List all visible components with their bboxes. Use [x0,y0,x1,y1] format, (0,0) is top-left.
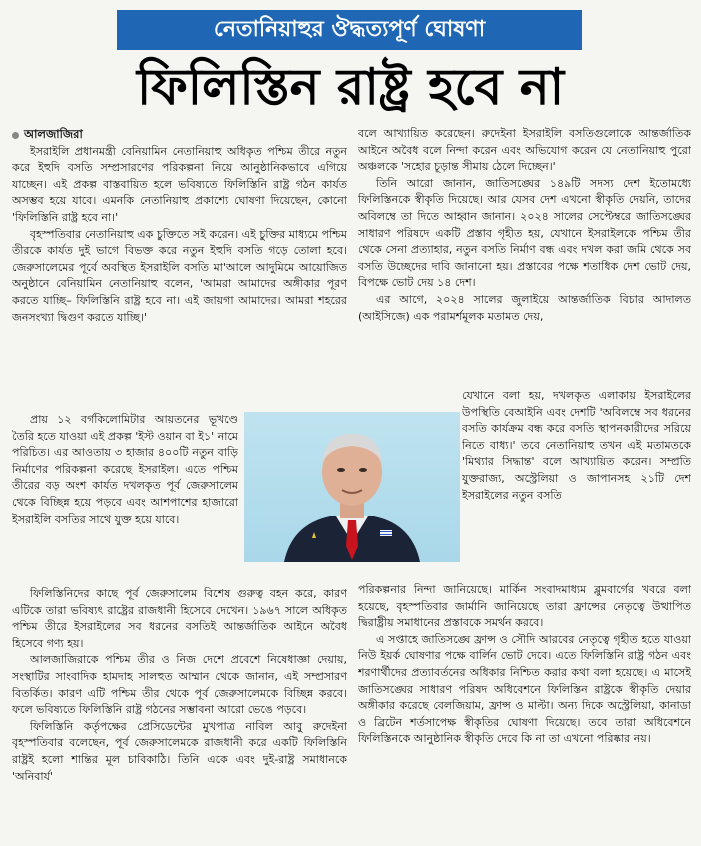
right-mid-column [462,388,691,582]
paragraph: যেখানে বলা হয়, দখলকৃত এলাকায় ইসরাইলের উপস্থিতি বেআইনি এবং দেশটি 'অবিলম্বে সব ধরনের বসতি কার্যক্রম বন্ধ করে বসতি স্থাপনকারীদের সরিয়ে নিতে বাধ্য।' তবে নেতানিয়াহু তখন এই মতামতকে 'মিথ্যার সিদ্ধান্ত' বলে আখ্যায়িত করেন। সম্প্রতি যুক্তরাজ্য, অস্ট্রেলিয়া ও জাপানসহ ২১টি দেশ ইসরাইলের নতুন বসতি [462,389,691,502]
byline: আলজাজিরা [24,127,83,141]
paragraph: আলজাজিরাকে পশ্চিম তীর ও নিজ দেশে প্রবেশে নিষেধাজ্ঞা দেয়ায়, সংস্থাটির সাংবাদিক হামদাহ সালহুত আম্মান থেকে জানান, এই সম্প্রসারণ বিতর্কিত। কারণ এটি পশ্চিম তীর থেকে পূর্ব জেরুসালেমকে বিচ্ছিন্ন করবে। ফলে ভবিষ্যতে ফিলিস্তিনি রাষ্ট্র গঠনের সম্ভাবনা আরো ভেঙে পড়বে। [12,653,347,717]
paragraph: বলে আখ্যায়িত করেছেন। রুদেইনা ইসরাইলি বসতিগুলোকে আন্তর্জাতিক আইনে অবৈধ বলে নিন্দা করেন এবং অভিযোগ করেন যে নেতানিয়াহু পুরো অঞ্চলকে 'সহোর চূড়ান্ত সীমায় ঠেলে দিচ্ছেন।' [358,127,691,174]
paragraph: পরিকল্পনার নিন্দা জানিয়েছে। মার্কিন সংবাদমাধ্যম ব্লুমবার্গের খবরে বলা হয়েছে, বৃহস্পতিবার জার্মানি জানিয়েছে তারা ফ্রান্সের নেতৃত্বে উত্থাপিত দ্বিরাষ্ট্রীয় সমাধানের প্রস্তাবকে সমর্থন করবে। [358,583,691,630]
right-column [358,126,691,388]
paragraph: বৃহস্পতিবার নেতানিয়াহু এক চুক্তিতে সই করেন। এই চুক্তির মাধ্যমে পশ্চিম তীরকে কার্যত দুই ভাগে বিভক্ত করে নতুন ইহুদি বসতি গড়ে তোলা হবে। জেরুসালেমের পূর্বে অবস্থিত ইসরাইলি বসতি মা'আলে আদুমিমে আয়োজিত অনুষ্ঠানে বেনিয়ামিন নেতানিয়াহু বলেন, 'আমরা আমাদের অঙ্গীকার পূরণ করতে যাচ্ছি– ফিলিস্তিনি রাষ্ট্র হবে না। এই জায়গা আমাদের। আমরা শহরের জনসংখ্যা দ্বিগুণ করতে যাচ্ছি।' [12,227,347,324]
left-bottom-column [12,586,347,836]
byline-line [12,126,347,144]
paragraph: ইসরাইলি প্রধানমন্ত্রী বেনিয়ামিন নেতানিয়াহু অধিকৃত পশ্চিম তীরে নতুন করে ইহুদি বসতি সম্প্রসারণের পরিকল্পনা নিয়ে আনুষ্ঠানিকভাবে এগিয়ে যাচ্ছেন। এই প্রকল্প বাস্তবায়িত হলে ভবিষ্যতে ফিলিস্তিনি রাষ্ট্র গঠন কার্যত অসম্ভব হয়ে যাবে। এমনকি নেতানিয়াহু প্রকাশ্যে ঘোষণা দিয়েছেন, কোনো 'ফিলিস্তিনি রাষ্ট্র হবে না।' [12,144,347,224]
left-column [12,126,347,412]
person-photo-icon [244,412,460,562]
paragraph: এ সপ্তাহে জাতিসঙ্ঘে ফ্রান্স ও সৌদি আরবের নেতৃত্বে গৃহীত হতে যাওয়া নিউ ইয়র্ক ঘোষণার পক্ষে বার্লিন ভোট দেবে। এতে ফিলিস্তিনি রাষ্ট্র গঠন এবং শরণার্থীদের প্রত্যাবর্তনের অধিকার নিশ্চিত করার কথা বলা হয়েছে। এ মাসেই জাতিসঙ্ঘের সাধারণ পরিষদ অধিবেশনে ফিলিস্তিন রাষ্ট্রকে স্বীকৃতি দেয়ার অঙ্গীকার করেছে বেলজিয়াম, ফ্রান্স ও মাল্টা। অন্য দিকে অস্ট্রেলিয়া, কানাডা ও ব্রিটেন শর্তসাপেক্ষ স্বীকৃতির ঘোষণা দিয়েছে। তবে তারা অধিবেশনে ফিলিস্তিনকে আনুষ্ঠানিক স্বীকৃতি দেবে কি না তা এখনো পরিষ্কার নয়। [358,632,691,746]
right-bottom-column [358,582,691,836]
paragraph: ফিলিস্তিনি কর্তৃপক্ষের প্রেসিডেন্টের মুখপাত্র নাবিল আবু রুদেইনা বৃহস্পতিবার বলেছেন, পূর্ব জেরুসালেমকে রাজধানী করে একটি ফিলিস্তিনি রাষ্ট্রই হলো শান্তির মূল চাবিকাঠি। তিনি একে এবং দুই-রাষ্ট্র সমাধানকে 'অনিবার্য' [12,719,347,783]
netanyahu-photo [244,412,460,562]
lower-left-column [12,412,238,586]
kicker-banner: নেতানিয়াহুর ঔদ্ধত্যপূর্ণ ঘোষণা [117,10,582,50]
paragraph: প্রায় ১২ বর্গকিলোমিটার আয়তনের ভূখণ্ডে তৈরি হতে যাওয়া এই প্রকল্প 'ইস্ট ওয়ান বা ই১' নামে পরিচিত। এর আওতায় ৩ হাজার ৪০০টি নতুন বাড়ি নির্মাণের পরিকল্পনা করেছে ইসরাইল। এতে পশ্চিম তীরের বড় অংশ কার্যত দখলকৃত পূর্ব জেরুসালেম থেকে বিচ্ছিন্ন হয়ে পড়বে এবং আশপাশের হাজারো ইসরাইলি বসতির সাথে যুক্ত হয়ে যাবে। [12,413,238,526]
paragraph: তিনি আরো জানান, জাতিসঙ্ঘের ১৪৯টি সদস্য দেশ ইতোমধ্যে ফিলিস্তিনকে স্বীকৃতি দিয়েছে। আর যেসব দেশ এখনো স্বীকৃতি দেয়নি, তাদের অবিলম্বে তা দিতে আহ্বান জানান। ২০২৪ সালের সেপ্টেম্বরে জাতিসঙ্ঘের সাধারণ পরিষদে একটি প্রস্তাব গৃহীত হয়, যেখানে ইসরাইলকে পশ্চিম তীর থেকে সেনা প্রত্যাহার, নতুন বসতি নির্মাণ বন্ধ এবং দখল করা জমি থেকে সব বসতি উচ্ছেদের দাবি জানানো হয়। প্রস্তাবের পক্ষে শতাধিক দেশ ভোট দেয়, বিপক্ষে ভোট দেয় ১৪ দেশ। [358,176,691,290]
bullet-icon [12,132,19,139]
paragraph: ফিলিস্তিনিদের কাছে পূর্ব জেরুসালেম বিশেষ গুরুত্ব বহন করে, কারণ এটিকে তারা ভবিষ্যৎ রাষ্ট্রের রাজধানী হিসেবে দেখেন। ১৯৬৭ সালে অধিকৃত পশ্চিম তীরে ইসরাইলের সব ধরনের বসতিই আন্তর্জাতিক আইনে অবৈধ হিসেবে গণ্য হয়। [12,587,347,650]
paragraph: এর আগে, ২০২৪ সালের জুলাইয়ে আন্তর্জাতিক বিচার আদালত (আইসিজে) এক পরামর্শমূলক মতামত দেয়, [358,292,691,323]
headline: ফিলিস্তিন রাষ্ট্র হবে না [136,57,565,116]
